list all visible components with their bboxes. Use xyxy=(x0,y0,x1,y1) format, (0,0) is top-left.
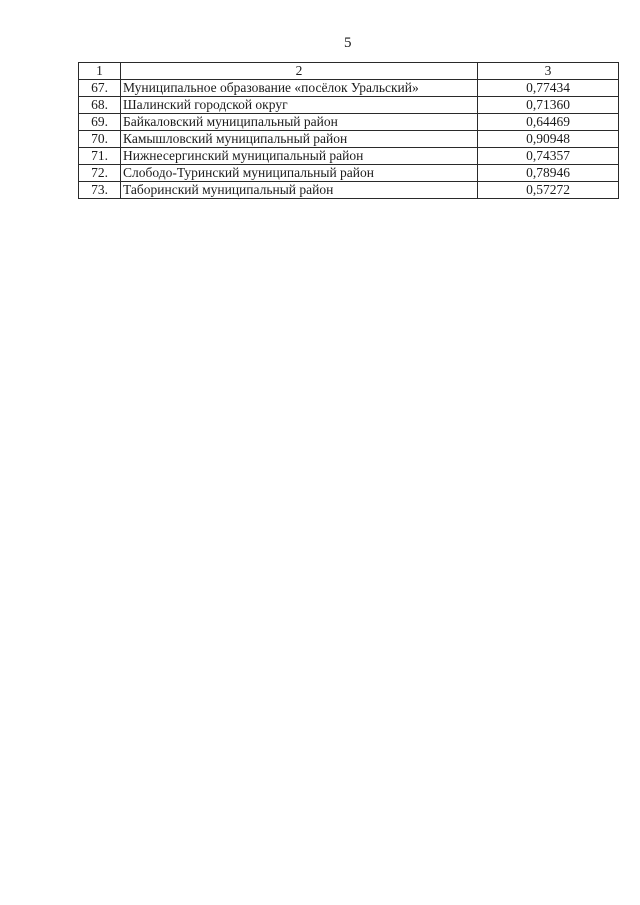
table-row xyxy=(79,114,619,131)
column-header-3: 3 xyxy=(478,63,619,80)
municipality-name: Камышловский муниципальный район xyxy=(121,131,478,148)
row-number: 73. xyxy=(79,182,121,199)
page-number: 5 xyxy=(344,35,352,51)
municipalities-table xyxy=(78,62,619,199)
table-row xyxy=(79,97,619,114)
municipality-name: Нижнесергинский муниципальный район xyxy=(121,148,478,165)
municipality-name: Слободо-Туринский муниципальный район xyxy=(121,165,478,182)
coefficient-value: 0,90948 xyxy=(478,131,619,148)
coefficient-value: 0,77434 xyxy=(478,80,619,97)
municipality-name: Байкаловский муниципальный район xyxy=(121,114,478,131)
municipality-name: Муниципальное образование «посёлок Уральский» xyxy=(121,80,478,97)
municipality-name: Таборинский муниципальный район xyxy=(121,182,478,199)
row-number: 68. xyxy=(79,97,121,114)
municipality-name: Шалинский городской округ xyxy=(121,97,478,114)
table-row xyxy=(79,165,619,182)
column-header-2: 2 xyxy=(121,63,478,80)
coefficient-value: 0,71360 xyxy=(478,97,619,114)
coefficient-value: 0,74357 xyxy=(478,148,619,165)
row-number: 69. xyxy=(79,114,121,131)
table-row xyxy=(79,182,619,199)
row-number: 71. xyxy=(79,148,121,165)
table-row xyxy=(79,131,619,148)
coefficient-value: 0,57272 xyxy=(478,182,619,199)
coefficient-value: 0,64469 xyxy=(478,114,619,131)
table-row xyxy=(79,148,619,165)
table-row xyxy=(79,80,619,97)
coefficient-value: 0,78946 xyxy=(478,165,619,182)
column-header-1: 1 xyxy=(79,63,121,80)
row-number: 70. xyxy=(79,131,121,148)
row-number: 67. xyxy=(79,80,121,97)
row-number: 72. xyxy=(79,165,121,182)
table-header-row xyxy=(79,63,619,80)
